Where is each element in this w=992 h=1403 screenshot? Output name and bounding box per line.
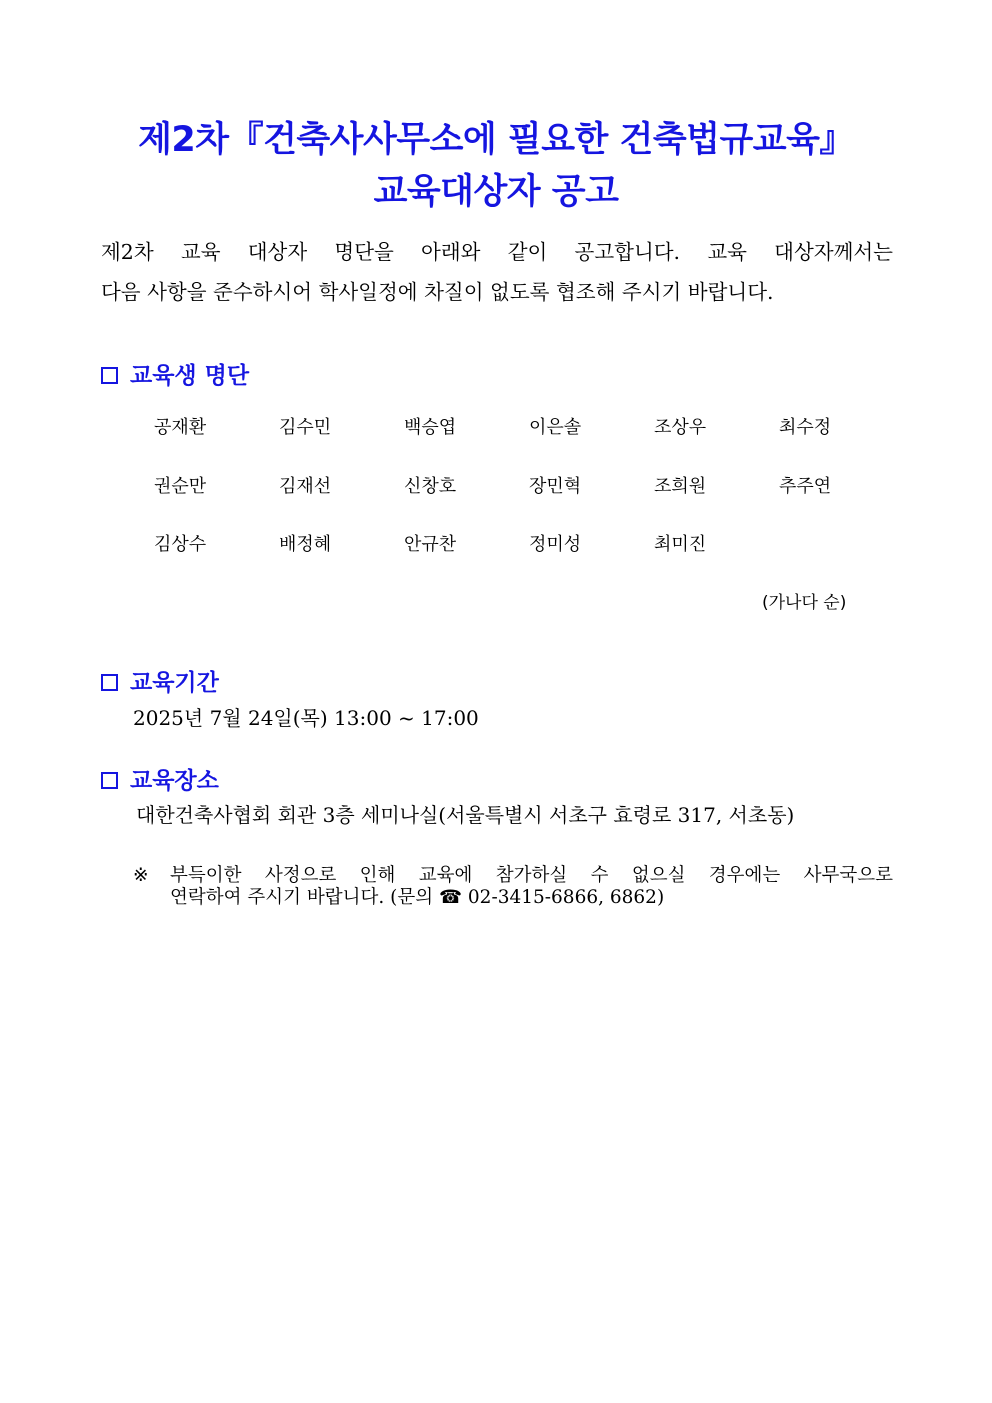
- roster-order-note: (가나다 순): [762, 593, 847, 613]
- empty-square-icon: [101, 674, 118, 691]
- roster-name: 안규찬: [404, 534, 457, 555]
- venue-heading-label: 교육장소: [130, 768, 219, 794]
- intro-line1: 제2차 교육 대상자 명단을 아래와 같이 공고합니다. 교육 대상자께서는: [101, 240, 893, 264]
- roster-name: 김재선: [279, 476, 332, 497]
- roster-name: 정미성: [529, 534, 582, 555]
- note-line2: [170, 887, 664, 909]
- roster-name: 이은솔: [529, 417, 582, 438]
- note-line2-prefix: 연락하여 주시기 바랍니다. (문의: [170, 887, 434, 908]
- empty-square-icon: [101, 772, 118, 789]
- roster-name: 조희원: [654, 476, 707, 497]
- period-heading-label: 교육기간: [130, 670, 219, 696]
- roster-section-heading: [101, 362, 249, 390]
- reference-mark-icon: ※: [133, 865, 149, 886]
- roster-name: 장민혁: [529, 476, 582, 497]
- roster-name: 김상수: [154, 534, 207, 555]
- venue-text: 대한건축사협회 회관 3층 세미나실(서울특별시 서초구 효령로 317, 서초동): [136, 803, 795, 827]
- roster-name: 최수정: [779, 417, 832, 438]
- note-line1-text: 부득이한 사정으로 인해 교육에 참가하실 수 없으실 경우에는 사무국으로: [170, 865, 893, 886]
- contact-phone-numbers: 02-3415-6866, 6862): [467, 887, 665, 908]
- document-title-line1: 제2차『건축사사무소에 필요한 건축법규교육』: [138, 120, 854, 160]
- roster-name: 신창호: [404, 476, 457, 497]
- period-text: 2025년 7월 24일(목) 13:00 ~ 17:00: [133, 706, 479, 730]
- venue-section-heading: [101, 767, 219, 795]
- roster-name: 배정혜: [279, 534, 332, 555]
- roster-name: 추주연: [779, 476, 832, 497]
- roster-name: 최미진: [654, 534, 707, 555]
- roster-heading-label: 교육생 명단: [130, 363, 250, 389]
- roster-name: 권순만: [154, 476, 207, 497]
- roster-name: 김수민: [279, 417, 332, 438]
- telephone-icon: ☎: [438, 887, 463, 908]
- intro-line2: 다음 사항을 준수하시어 학사일정에 차질이 없도록 협조해 주시기 바랍니다.: [101, 280, 774, 304]
- note-line1: [133, 865, 893, 887]
- empty-square-icon: [101, 367, 118, 384]
- roster-name: 공재환: [154, 417, 207, 438]
- roster-name: 백승엽: [404, 417, 457, 438]
- roster-name: 조상우: [654, 417, 707, 438]
- document-title-line2: 교육대상자 공고: [373, 172, 619, 212]
- period-section-heading: [101, 669, 219, 697]
